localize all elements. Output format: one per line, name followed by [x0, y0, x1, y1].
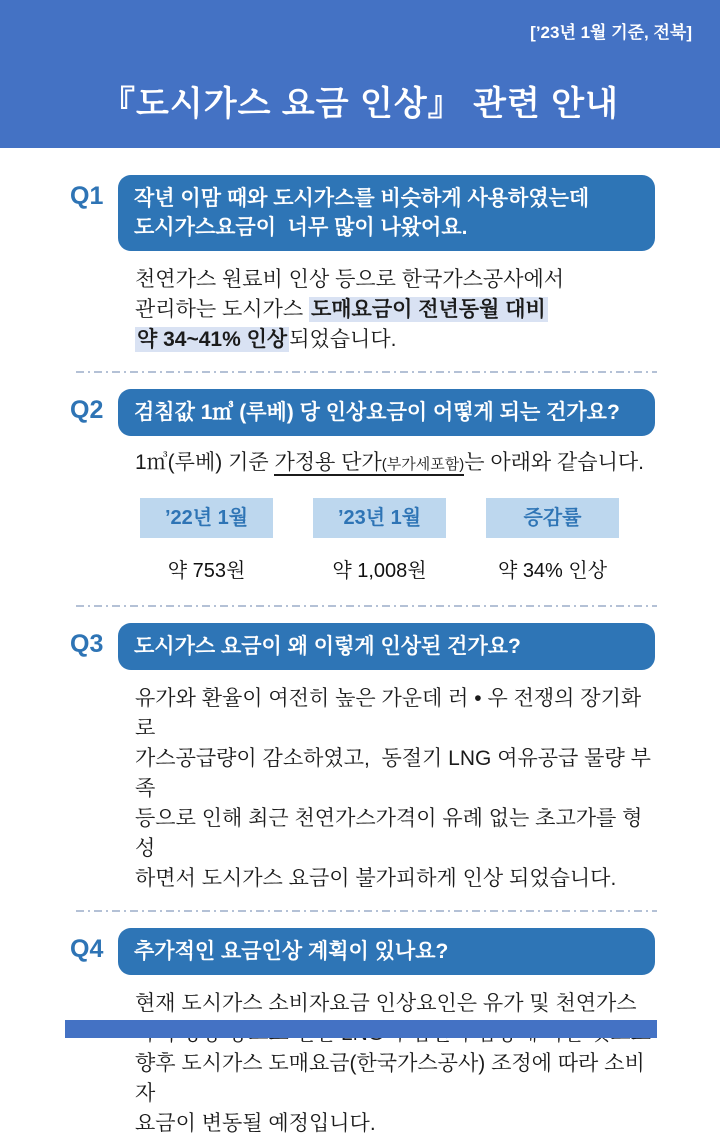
q3-answer-line4: 하면서 도시가스 요금이 불가피하게 인상 되었습니다.	[135, 867, 617, 890]
q1-label: Q1	[70, 182, 104, 210]
divider-1	[76, 371, 657, 373]
q3-section	[0, 623, 720, 894]
q4-answer-line1: 현재 도시가스 소비자요금 인상요인은 유가 및 천연가스	[135, 992, 637, 1015]
q2-question-text: 검침값 1㎥ (루베) 당 인상요금이 어떻게 되는 건가요?	[134, 401, 620, 424]
q3-answer-line1: 유가와 환율이 여전히 높은 가운데 러 • 우 전쟁의 장기화로	[135, 687, 642, 740]
q3-answer-line2: 가스공급량이 감소하였고, 동절기 LNG 여유공급 물량 부족	[135, 747, 651, 800]
banner-date-tag: [’23년 1월 기준, 전북]	[530, 23, 692, 42]
rate-header-change: 증감률	[486, 498, 619, 538]
q4-label: Q4	[70, 935, 104, 963]
q2-answer	[135, 448, 655, 480]
rate-comparison-table	[140, 498, 720, 583]
q2-answer-vat-note: (부가세포함)	[381, 456, 465, 473]
footer-bar	[65, 1020, 657, 1038]
q1-answer-line3	[135, 325, 655, 355]
rate-col-2201	[140, 498, 273, 583]
rate-header-2201: ’22년 1월	[140, 498, 273, 538]
q3-question-text: 도시가스 요금이 왜 이렇게 인상된 건가요?	[134, 635, 521, 658]
banner	[0, 0, 720, 148]
rate-header-2301: ’23년 1월	[313, 498, 446, 538]
q1-answer-line2-highlight: 도매요금이 전년동월 대비	[310, 298, 546, 321]
q3-question-bubble	[118, 623, 655, 670]
q3-answer	[135, 684, 655, 894]
q1-question-line1: 작년 이맘 때와 도시가스를 비슷하게 사용하였는데	[134, 187, 590, 210]
q1-answer-line1: 천연가스 원료비 인상 등으로 한국가스공사에서	[135, 268, 565, 291]
q3-answer-line3: 등으로 인해 최근 천연가스가격이 유례 없는 초고가를 형성	[135, 807, 643, 860]
q4-question-text: 추가적인 요금인상 계획이 있나요?	[134, 940, 449, 963]
q2-answer-lead: 1㎥(루베) 기준	[135, 451, 275, 474]
rate-value-2201: 약 753원	[167, 560, 246, 582]
q1-section	[0, 175, 720, 355]
q1-answer-line3-plain: 되었습니다.	[289, 328, 397, 351]
q1-answer-line3-highlight: 약 34~41% 인상	[137, 328, 288, 351]
q4-answer	[135, 989, 655, 1139]
q2-section	[0, 389, 720, 583]
rate-value-2301: 약 1,008원	[332, 560, 427, 582]
q3-label: Q3	[70, 630, 104, 658]
q1-answer-line2	[135, 295, 655, 325]
q2-label: Q2	[70, 396, 104, 424]
rate-value-change: 약 34% 인상	[497, 560, 608, 582]
divider-3	[76, 910, 657, 912]
rate-col-2301	[313, 498, 446, 583]
q4-answer-line3: 향후 도시가스 도매요금(한국가스공사) 조정에 따라 소비자	[135, 1052, 645, 1105]
divider-2	[76, 605, 657, 607]
q2-answer-underlined	[274, 451, 464, 476]
q4-answer-line4: 요금이 변동될 예정입니다.	[135, 1112, 376, 1135]
q1-answer	[135, 265, 655, 355]
rate-col-change	[486, 498, 619, 583]
q1-question-bubble	[118, 175, 655, 251]
q2-answer-underlined-main: 가정용 단가	[274, 451, 382, 474]
q2-answer-line	[135, 448, 655, 480]
q1-answer-line2-plain: 관리하는 도시가스	[135, 298, 309, 321]
q2-question-bubble	[118, 389, 655, 436]
q4-question-bubble	[118, 928, 655, 975]
q2-answer-tail: 는 아래와 같습니다.	[464, 451, 644, 474]
page-title: 『도시가스 요금 인상』 관련 안내	[101, 85, 619, 123]
q1-question-line2: 도시가스요금이 너무 많이 나왔어요.	[134, 216, 468, 239]
